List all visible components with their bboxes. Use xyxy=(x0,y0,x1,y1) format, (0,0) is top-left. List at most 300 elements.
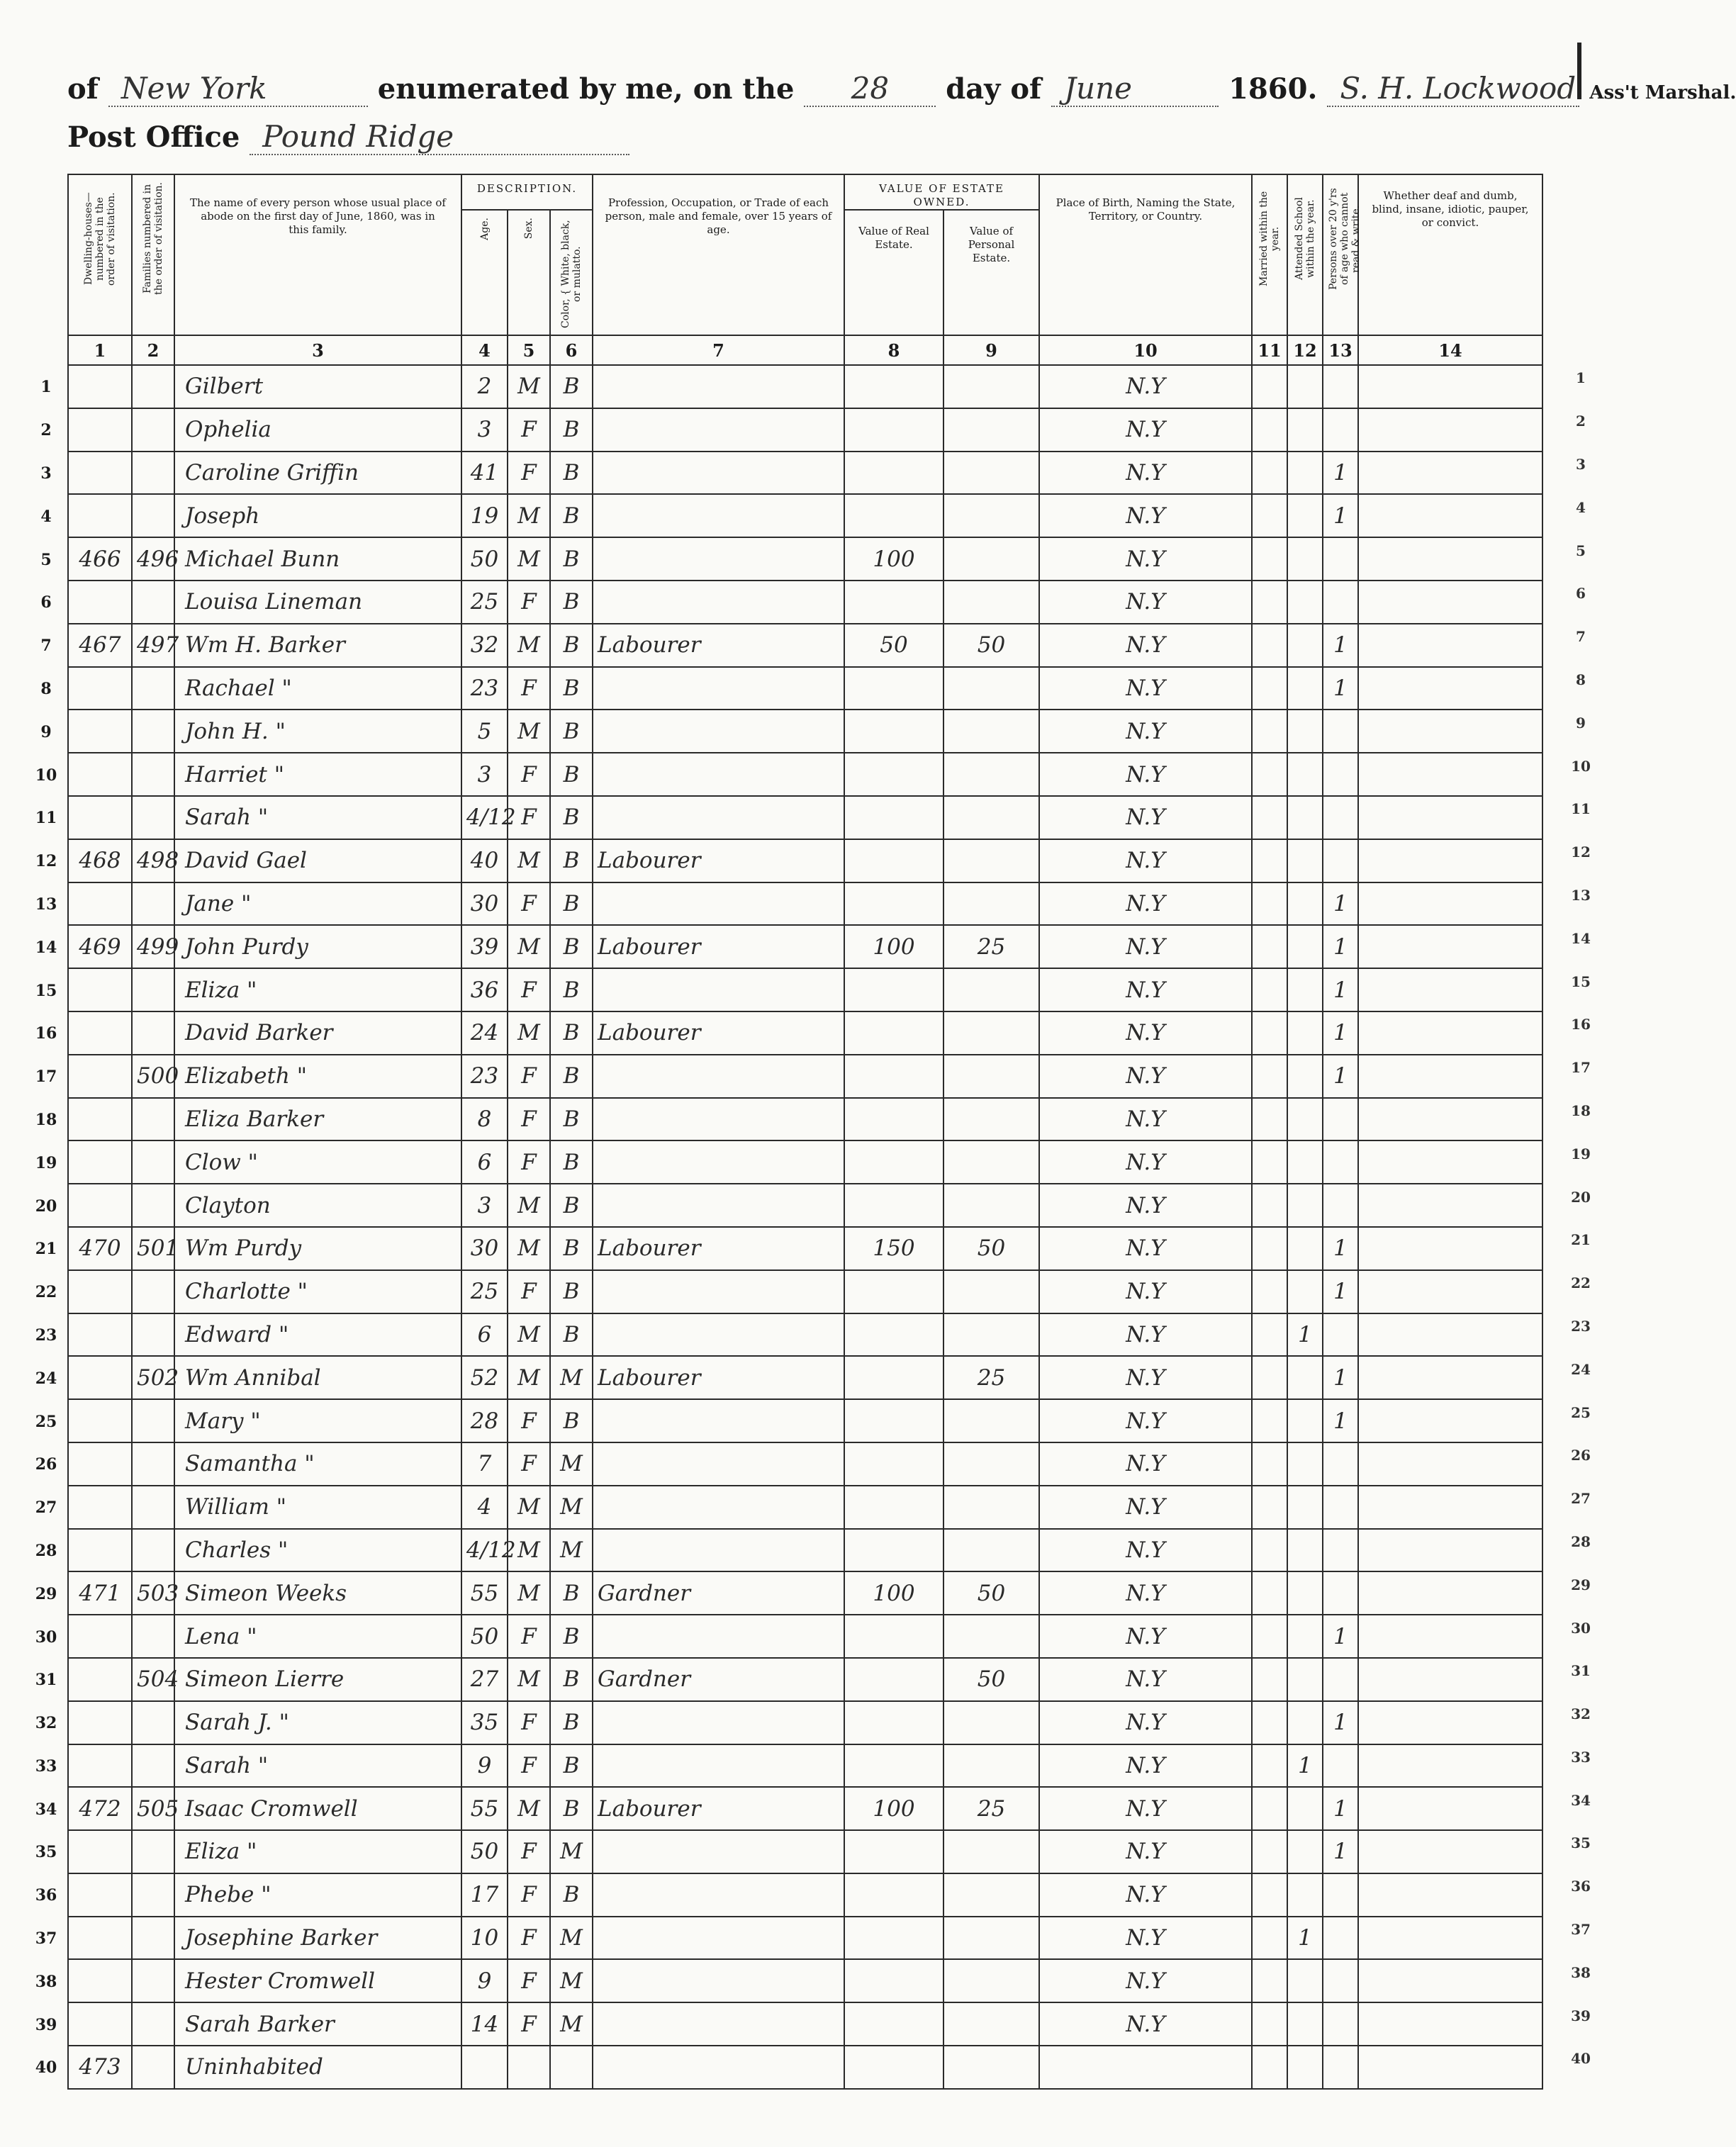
dwelling-number xyxy=(68,1959,132,2002)
illiterate-cell: 1 xyxy=(1323,1227,1358,1270)
birthplace-cell: N.Y xyxy=(1039,1227,1252,1270)
family-number xyxy=(132,1313,174,1357)
infirmity-cell xyxy=(1358,1529,1542,1572)
color-cell: B xyxy=(550,667,593,710)
family-number: 502 xyxy=(132,1356,174,1399)
col-number: 8 xyxy=(844,335,943,365)
dwelling-number xyxy=(68,1399,132,1442)
personal-estate-cell xyxy=(943,667,1039,710)
illiterate-cell xyxy=(1323,1571,1358,1615)
dwelling-number xyxy=(68,753,132,796)
dwelling-number: 467 xyxy=(68,624,132,667)
table-row xyxy=(68,1140,1542,1184)
header-enumerated-label: enumerated by me, on the xyxy=(377,72,795,106)
sex-cell: M xyxy=(508,839,550,882)
table-row xyxy=(68,1356,1542,1399)
married-cell xyxy=(1252,1959,1287,2002)
personal-estate-cell xyxy=(943,882,1039,926)
real-estate-cell xyxy=(844,753,943,796)
age-cell: 35 xyxy=(461,1701,508,1744)
birthplace-cell: N.Y xyxy=(1039,839,1252,882)
illiterate-cell xyxy=(1323,408,1358,452)
infirmity-cell xyxy=(1358,1830,1542,1873)
col-header-family: Families numbered in the order of visitation. xyxy=(132,174,174,335)
dwelling-number xyxy=(68,581,132,624)
personal-estate-cell xyxy=(943,1873,1039,1917)
color-cell: B xyxy=(550,796,593,839)
infirmity-cell xyxy=(1358,1873,1542,1917)
real-estate-cell xyxy=(844,1055,943,1098)
margin-line-number: 8 xyxy=(1576,671,1586,688)
margin-line-number: 5 xyxy=(1576,542,1586,559)
age-cell: 8 xyxy=(461,1098,508,1141)
header-day-of-label: day of xyxy=(946,72,1042,106)
family-number xyxy=(132,710,174,753)
sex-cell xyxy=(508,2046,550,2089)
illiterate-cell xyxy=(1323,1442,1358,1486)
person-name: Ophelia xyxy=(174,408,461,452)
age-cell: 28 xyxy=(461,1399,508,1442)
personal-estate-cell xyxy=(943,796,1039,839)
personal-estate-cell xyxy=(943,494,1039,537)
left-line-number: 5 xyxy=(40,550,52,569)
col-number: 7 xyxy=(593,335,844,365)
color-cell: B xyxy=(550,408,593,452)
sex-cell: M xyxy=(508,1787,550,1830)
person-name: Jane " xyxy=(174,882,461,926)
color-cell: B xyxy=(550,753,593,796)
family-number xyxy=(132,968,174,1011)
family-number: 504 xyxy=(132,1658,174,1701)
family-number xyxy=(132,1270,174,1313)
left-line-number: 9 xyxy=(40,722,52,741)
family-number xyxy=(132,1529,174,1572)
margin-line-number: 22 xyxy=(1571,1274,1591,1292)
family-number xyxy=(132,1873,174,1917)
person-name: Rachael " xyxy=(174,667,461,710)
margin-line-number: 24 xyxy=(1571,1360,1591,1378)
infirmity-cell xyxy=(1358,1098,1542,1141)
dwelling-number xyxy=(68,667,132,710)
age-cell: 9 xyxy=(461,1744,508,1788)
margin-line-number: 9 xyxy=(1576,714,1586,731)
personal-estate-cell xyxy=(943,1486,1039,1529)
col-header-age: Age. xyxy=(461,210,508,335)
school-cell xyxy=(1287,796,1323,839)
col-number: 4 xyxy=(461,335,508,365)
col-header-occupation: Profession, Occupation, or Trade of each person, male and female, over 15 years of age. xyxy=(593,174,844,335)
infirmity-cell xyxy=(1358,581,1542,624)
personal-estate-cell xyxy=(943,968,1039,1011)
school-cell xyxy=(1287,1959,1323,2002)
age-cell: 41 xyxy=(461,452,508,495)
age-cell: 23 xyxy=(461,667,508,710)
infirmity-cell xyxy=(1358,667,1542,710)
married-cell xyxy=(1252,1486,1287,1529)
birthplace-cell: N.Y xyxy=(1039,1486,1252,1529)
dwelling-number xyxy=(68,710,132,753)
table-row xyxy=(68,1313,1542,1357)
dwelling-number xyxy=(68,1830,132,1873)
occupation-cell xyxy=(593,1399,844,1442)
occupation-cell: Labourer xyxy=(593,624,844,667)
school-cell xyxy=(1287,1873,1323,1917)
infirmity-cell xyxy=(1358,452,1542,495)
occupation-cell xyxy=(593,1830,844,1873)
school-cell xyxy=(1287,1184,1323,1227)
school-cell xyxy=(1287,925,1323,968)
person-name: Wm Purdy xyxy=(174,1227,461,1270)
real-estate-cell xyxy=(844,2002,943,2046)
person-name: Gilbert xyxy=(174,365,461,408)
illiterate-cell xyxy=(1323,1529,1358,1572)
birthplace-cell: N.Y xyxy=(1039,1529,1252,1572)
birthplace-cell: N.Y xyxy=(1039,1011,1252,1055)
dwelling-number xyxy=(68,882,132,926)
infirmity-cell xyxy=(1358,1917,1542,1960)
dwelling-number: 466 xyxy=(68,537,132,581)
infirmity-cell xyxy=(1358,1140,1542,1184)
school-cell xyxy=(1287,1701,1323,1744)
family-number xyxy=(132,1830,174,1873)
personal-estate-cell xyxy=(943,1055,1039,1098)
birthplace-cell: N.Y xyxy=(1039,1959,1252,2002)
table-row xyxy=(68,1615,1542,1658)
illiterate-cell xyxy=(1323,1744,1358,1788)
illiterate-cell xyxy=(1323,1658,1358,1701)
person-name: Simeon Lierre xyxy=(174,1658,461,1701)
table-row xyxy=(68,1486,1542,1529)
color-cell: B xyxy=(550,1873,593,1917)
married-cell xyxy=(1252,2002,1287,2046)
personal-estate-cell xyxy=(943,2046,1039,2089)
table-row xyxy=(68,624,1542,667)
birthplace-cell: N.Y xyxy=(1039,452,1252,495)
infirmity-cell xyxy=(1358,1442,1542,1486)
real-estate-cell xyxy=(844,839,943,882)
age-cell: 4/12 xyxy=(461,796,508,839)
personal-estate-cell xyxy=(943,2002,1039,2046)
sex-cell: F xyxy=(508,1615,550,1658)
color-cell: B xyxy=(550,452,593,495)
birthplace-cell: N.Y xyxy=(1039,753,1252,796)
occupation-cell xyxy=(593,1959,844,2002)
age-cell: 50 xyxy=(461,1615,508,1658)
dwelling-number xyxy=(68,1011,132,1055)
color-cell: M xyxy=(550,1442,593,1486)
occupation-cell xyxy=(593,365,844,408)
left-line-number: 16 xyxy=(35,1024,57,1043)
color-cell: M xyxy=(550,1830,593,1873)
person-name: Sarah Barker xyxy=(174,2002,461,2046)
left-line-number: 38 xyxy=(35,1972,57,1991)
margin-line-number: 30 xyxy=(1571,1619,1591,1637)
person-name: John H. " xyxy=(174,710,461,753)
personal-estate-cell xyxy=(943,1701,1039,1744)
school-cell xyxy=(1287,1356,1323,1399)
family-number: 505 xyxy=(132,1787,174,1830)
birthplace-cell: N.Y xyxy=(1039,1917,1252,1960)
color-cell: B xyxy=(550,1227,593,1270)
birthplace-cell: N.Y xyxy=(1039,1787,1252,1830)
illiterate-cell xyxy=(1323,1313,1358,1357)
school-cell xyxy=(1287,710,1323,753)
illiterate-cell: 1 xyxy=(1323,925,1358,968)
dwelling-number xyxy=(68,1270,132,1313)
real-estate-cell xyxy=(844,1658,943,1701)
left-line-number: 34 xyxy=(35,1800,57,1819)
census-rows xyxy=(68,365,1542,2089)
margin-line-number: 4 xyxy=(1576,498,1586,516)
married-cell xyxy=(1252,839,1287,882)
personal-estate-cell xyxy=(943,839,1039,882)
col-header-name: The name of every person whose usual place of abode on the first day of June, 1860, was in this family. xyxy=(174,174,461,335)
personal-estate-cell: 50 xyxy=(943,1571,1039,1615)
sex-cell: M xyxy=(508,1658,550,1701)
married-cell xyxy=(1252,1140,1287,1184)
col-number: 9 xyxy=(943,335,1039,365)
left-line-number: 6 xyxy=(40,593,52,612)
occupation-cell xyxy=(593,494,844,537)
col-header-school: Attended School within the year. xyxy=(1287,174,1323,335)
family-number xyxy=(132,452,174,495)
birthplace-cell: N.Y xyxy=(1039,494,1252,537)
color-cell: B xyxy=(550,839,593,882)
school-cell xyxy=(1287,1055,1323,1098)
margin-line-number: 35 xyxy=(1571,1834,1591,1852)
school-cell xyxy=(1287,882,1323,926)
person-name: William " xyxy=(174,1486,461,1529)
married-cell xyxy=(1252,1830,1287,1873)
family-number: 498 xyxy=(132,839,174,882)
school-cell xyxy=(1287,1658,1323,1701)
infirmity-cell xyxy=(1358,882,1542,926)
left-line-number: 19 xyxy=(35,1153,57,1172)
illiterate-cell: 1 xyxy=(1323,1055,1358,1098)
left-line-number: 15 xyxy=(35,981,57,1000)
personal-estate-cell xyxy=(943,408,1039,452)
table-row xyxy=(68,710,1542,753)
age-cell: 19 xyxy=(461,494,508,537)
married-cell xyxy=(1252,452,1287,495)
real-estate-cell xyxy=(844,452,943,495)
birthplace-cell: N.Y xyxy=(1039,1442,1252,1486)
col-number: 5 xyxy=(508,335,550,365)
married-cell xyxy=(1252,753,1287,796)
left-line-number: 11 xyxy=(35,809,57,828)
personal-estate-cell xyxy=(943,1615,1039,1658)
married-cell xyxy=(1252,365,1287,408)
margin-line-number: 37 xyxy=(1571,1921,1591,1939)
illiterate-cell xyxy=(1323,537,1358,581)
page-edge-mark xyxy=(1577,43,1581,99)
margin-line-number: 29 xyxy=(1571,1576,1591,1593)
col-number: 3 xyxy=(174,335,461,365)
infirmity-cell xyxy=(1358,494,1542,537)
real-estate-cell: 100 xyxy=(844,925,943,968)
dwelling-number xyxy=(68,1917,132,1960)
occupation-cell xyxy=(593,1701,844,1744)
age-cell: 30 xyxy=(461,1227,508,1270)
color-cell: B xyxy=(550,1787,593,1830)
personal-estate-cell: 50 xyxy=(943,1658,1039,1701)
family-number xyxy=(132,494,174,537)
table-row xyxy=(68,494,1542,537)
age-cell: 17 xyxy=(461,1873,508,1917)
age-cell: 25 xyxy=(461,581,508,624)
family-number xyxy=(132,2046,174,2089)
left-line-number: 30 xyxy=(35,1627,57,1647)
left-line-number: 29 xyxy=(35,1584,57,1603)
birthplace-cell xyxy=(1039,2046,1252,2089)
person-name: Eliza " xyxy=(174,1830,461,1873)
occupation-cell: Labourer xyxy=(593,925,844,968)
real-estate-cell xyxy=(844,1140,943,1184)
margin-line-number: 2 xyxy=(1576,413,1586,430)
age-cell: 3 xyxy=(461,408,508,452)
personal-estate-cell xyxy=(943,753,1039,796)
color-cell: B xyxy=(550,1658,593,1701)
infirmity-cell xyxy=(1358,1744,1542,1788)
infirmity-cell xyxy=(1358,1615,1542,1658)
infirmity-cell xyxy=(1358,1399,1542,1442)
dwelling-number: 471 xyxy=(68,1571,132,1615)
age-cell: 39 xyxy=(461,925,508,968)
month-field: June xyxy=(1051,71,1219,107)
person-name: Charles " xyxy=(174,1529,461,1572)
personal-estate-cell xyxy=(943,1011,1039,1055)
group-header-estate: VALUE OF ESTATE OWNED. xyxy=(844,174,1039,210)
table-row xyxy=(68,1270,1542,1313)
personal-estate-cell xyxy=(943,1098,1039,1141)
birthplace-cell: N.Y xyxy=(1039,1140,1252,1184)
margin-line-number: 3 xyxy=(1576,455,1586,473)
school-cell xyxy=(1287,1270,1323,1313)
married-cell xyxy=(1252,1917,1287,1960)
color-cell: B xyxy=(550,1140,593,1184)
color-cell: B xyxy=(550,1313,593,1357)
col-number: 14 xyxy=(1358,335,1542,365)
color-cell: B xyxy=(550,1270,593,1313)
margin-line-number: 11 xyxy=(1571,800,1591,818)
occupation-cell: Labourer xyxy=(593,1011,844,1055)
illiterate-cell xyxy=(1323,1917,1358,1960)
dwelling-number xyxy=(68,2002,132,2046)
sex-cell: F xyxy=(508,408,550,452)
occupation-cell xyxy=(593,581,844,624)
birthplace-cell: N.Y xyxy=(1039,537,1252,581)
sex-cell: M xyxy=(508,1571,550,1615)
sex-cell: F xyxy=(508,1140,550,1184)
school-cell xyxy=(1287,2002,1323,2046)
occupation-cell xyxy=(593,1917,844,1960)
dwelling-number xyxy=(68,1486,132,1529)
color-cell: B xyxy=(550,624,593,667)
person-name: David Barker xyxy=(174,1011,461,1055)
person-name: Joseph xyxy=(174,494,461,537)
margin-line-number: 28 xyxy=(1571,1532,1591,1550)
census-table xyxy=(67,174,1543,2090)
margin-line-number: 21 xyxy=(1571,1231,1591,1249)
birthplace-cell: N.Y xyxy=(1039,2002,1252,2046)
table-row xyxy=(68,1442,1542,1486)
married-cell xyxy=(1252,882,1287,926)
school-cell xyxy=(1287,1830,1323,1873)
color-cell: B xyxy=(550,925,593,968)
sex-cell: F xyxy=(508,1917,550,1960)
color-cell: B xyxy=(550,537,593,581)
birthplace-cell: N.Y xyxy=(1039,1184,1252,1227)
illiterate-cell: 1 xyxy=(1323,1356,1358,1399)
color-cell: B xyxy=(550,1098,593,1141)
birthplace-cell: N.Y xyxy=(1039,1658,1252,1701)
table-row xyxy=(68,667,1542,710)
table-row xyxy=(68,1184,1542,1227)
table-row xyxy=(68,2046,1542,2089)
birthplace-cell: N.Y xyxy=(1039,1313,1252,1357)
illiterate-cell xyxy=(1323,1959,1358,2002)
table-row xyxy=(68,581,1542,624)
family-number xyxy=(132,667,174,710)
color-cell: B xyxy=(550,1615,593,1658)
family-number: 496 xyxy=(132,537,174,581)
personal-estate-cell xyxy=(943,1313,1039,1357)
left-line-number: 1 xyxy=(40,378,52,397)
table-row xyxy=(68,1529,1542,1572)
birthplace-cell: N.Y xyxy=(1039,968,1252,1011)
married-cell xyxy=(1252,408,1287,452)
occupation-cell: Gardner xyxy=(593,1658,844,1701)
occupation-cell: Labourer xyxy=(593,1227,844,1270)
family-number xyxy=(132,1744,174,1788)
color-cell: M xyxy=(550,1959,593,2002)
personal-estate-cell xyxy=(943,1959,1039,2002)
color-cell: B xyxy=(550,1744,593,1788)
margin-line-number: 12 xyxy=(1571,843,1591,861)
occupation-cell xyxy=(593,2046,844,2089)
person-name: Charlotte " xyxy=(174,1270,461,1313)
illiterate-cell xyxy=(1323,753,1358,796)
person-name: Samantha " xyxy=(174,1442,461,1486)
dwelling-number xyxy=(68,1055,132,1098)
dwelling-number xyxy=(68,1658,132,1701)
occupation-cell xyxy=(593,1486,844,1529)
dwelling-number xyxy=(68,1356,132,1399)
real-estate-cell: 50 xyxy=(844,624,943,667)
age-cell: 32 xyxy=(461,624,508,667)
table-row xyxy=(68,537,1542,581)
margin-line-number: 14 xyxy=(1571,929,1591,947)
birthplace-cell: N.Y xyxy=(1039,1571,1252,1615)
sex-cell: M xyxy=(508,494,550,537)
sex-cell: F xyxy=(508,796,550,839)
age-cell: 50 xyxy=(461,1830,508,1873)
occupation-cell xyxy=(593,537,844,581)
personal-estate-cell: 50 xyxy=(943,624,1039,667)
personal-estate-cell xyxy=(943,1399,1039,1442)
school-cell xyxy=(1287,581,1323,624)
occupation-cell xyxy=(593,1442,844,1486)
birthplace-cell: N.Y xyxy=(1039,1270,1252,1313)
margin-line-number: 32 xyxy=(1571,1705,1591,1723)
occupation-cell xyxy=(593,710,844,753)
col-header-sex: Sex. xyxy=(508,210,550,335)
person-name: Eliza Barker xyxy=(174,1098,461,1141)
age-cell: 6 xyxy=(461,1313,508,1357)
school-cell xyxy=(1287,1571,1323,1615)
school-cell xyxy=(1287,494,1323,537)
margin-line-number: 20 xyxy=(1571,1188,1591,1206)
